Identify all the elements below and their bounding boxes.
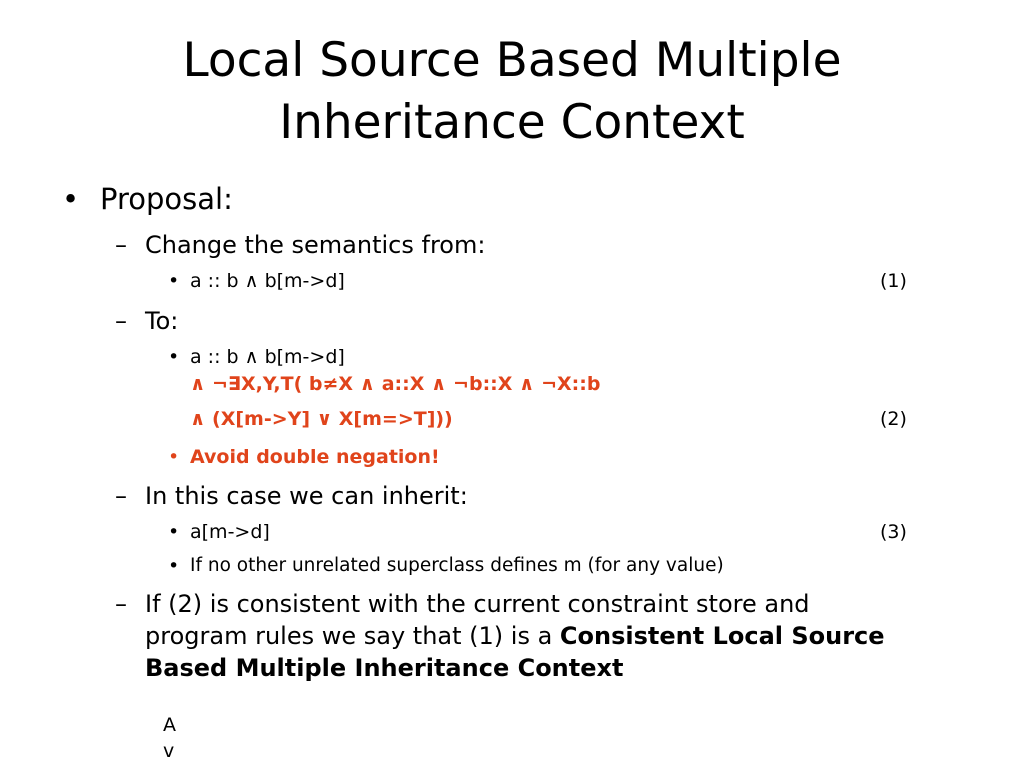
if-consistent-line-2 — [145, 622, 885, 650]
footer-letter-v: v — [163, 740, 175, 762]
change-semantics-text: Change the semantics from: — [145, 231, 486, 259]
formula-1-number: (1) — [880, 270, 907, 292]
if-consistent-line-1: If (2) is consistent with the current constraint store and — [145, 590, 810, 618]
if-consistent-line-3: Based Multiple Inheritance Context — [145, 654, 624, 682]
formula-2-line-2: ∧ ¬∃X,Y,T( b≠X ∧ a::X ∧ ¬b::X ∧ ¬X::b — [190, 373, 601, 395]
bullet-dot-icon: • — [168, 346, 180, 368]
bullet-dot-icon: • — [168, 521, 180, 543]
formula-2-line-3: ∧ (X[m->Y] ∨ X[m=>T])) — [190, 408, 453, 430]
bullet-dot-icon: • — [168, 555, 180, 577]
bullet-dot-icon: • — [62, 182, 80, 216]
dash-bullet-icon: – — [115, 590, 127, 618]
dash-bullet-icon: – — [115, 307, 127, 335]
if-consistent-line-2-bold: Consistent Local Source — [559, 622, 885, 650]
bullet-dot-icon: • — [168, 270, 180, 292]
formula-1: a :: b ∧ b[m->d] — [190, 270, 345, 292]
dash-bullet-icon: – — [115, 482, 127, 510]
footer-letter-a: A — [163, 714, 176, 736]
slide-title — [0, 30, 1024, 154]
in-this-case-text: In this case we can inherit: — [145, 482, 468, 510]
to-text: To: — [145, 307, 179, 335]
no-other-superclass-text: If no other unrelated superclass defines m (for any value) — [190, 555, 724, 576]
formula-3: a[m->d] — [190, 521, 270, 543]
formula-2-line-1: a :: b ∧ b[m->d] — [190, 346, 345, 368]
formula-3-number: (3) — [880, 521, 907, 543]
dash-bullet-icon: – — [115, 231, 127, 259]
title-line-1: Local Source Based Multiple — [182, 33, 842, 88]
if-consistent-line-2-plain: program rules we say that (1) is a — [145, 622, 560, 650]
title-line-2: Inheritance Context — [279, 95, 745, 150]
avoid-double-negation: Avoid double negation! — [190, 446, 440, 468]
proposal-heading: Proposal: — [100, 182, 233, 216]
bullet-dot-icon: • — [168, 446, 180, 468]
formula-2-number: (2) — [880, 408, 907, 430]
